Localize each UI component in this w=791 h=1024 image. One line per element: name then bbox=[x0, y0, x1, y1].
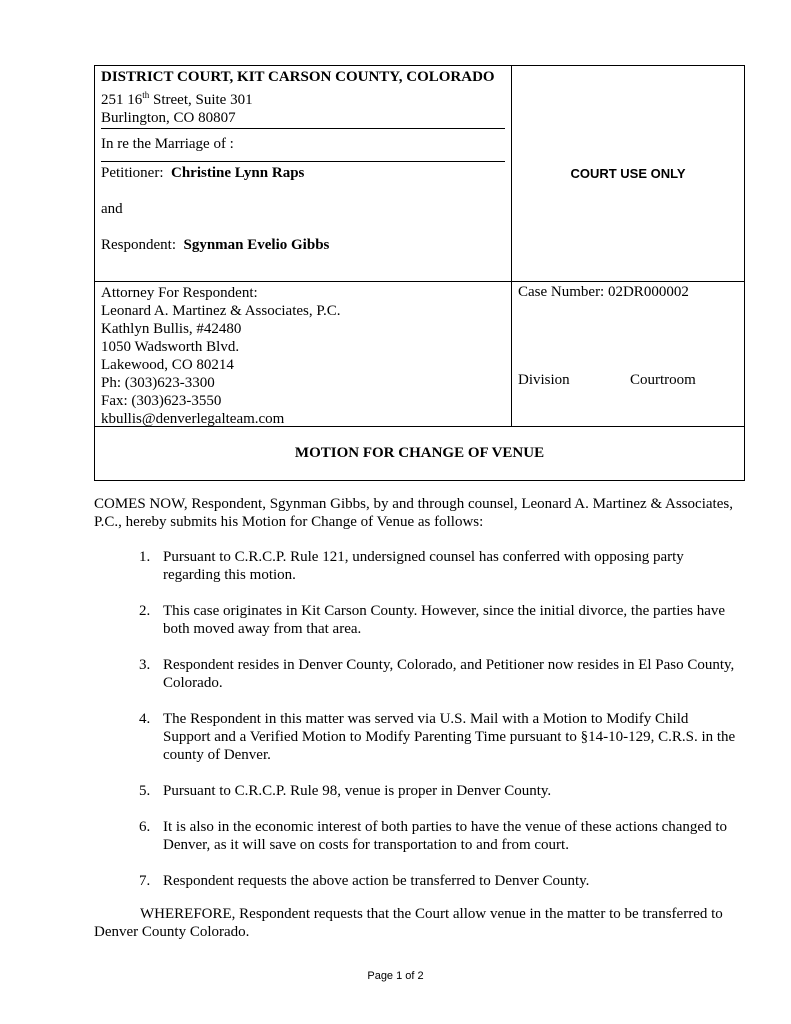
intro-paragraph: COMES NOW, Respondent, Sgynman Gibbs, by and through counsel, Leonard A. Martinez & Associates, P.C., hereby submits his Motion for Change of Venue as follows: bbox=[94, 496, 733, 530]
case-caption-table bbox=[94, 65, 745, 481]
in-re-marriage: In re the Marriage of : bbox=[101, 129, 505, 162]
petitioner-name: Christine Lynn Raps bbox=[171, 165, 305, 181]
item-text: The Respondent in this matter was served via U.S. Mail with a Motion to Modify Child Support and a Verified Motion to Modify Parenting Time pursuant to §14-10-129, C.R.S. in the county of Denver. bbox=[163, 711, 736, 763]
respondent-line bbox=[101, 236, 505, 254]
petitioner-label: Petitioner: bbox=[101, 165, 164, 181]
item-number: 4. bbox=[139, 711, 151, 727]
attorney-email: kbullis@denverlegalteam.com bbox=[101, 411, 285, 427]
page-number: Page 1 of 2 bbox=[367, 970, 424, 982]
caption-row-title bbox=[95, 427, 744, 480]
division-label: Division bbox=[518, 372, 570, 388]
caption-row-attorney bbox=[95, 282, 744, 427]
court-use-only: COURT USE ONLY bbox=[570, 166, 686, 181]
list-item bbox=[139, 548, 739, 584]
list-item bbox=[139, 656, 739, 692]
item-text: Pursuant to C.R.C.P. Rule 121, undersigned counsel has conferred with opposing party regarding this motion. bbox=[163, 549, 684, 583]
item-text: Respondent requests the above action be transferred to Denver County. bbox=[163, 873, 590, 889]
attorney-line: Attorney For Respondent: bbox=[101, 285, 258, 301]
attorney-line: Fax: (303)623-3550 bbox=[101, 393, 222, 409]
court-address-block bbox=[101, 68, 505, 129]
item-number: 1. bbox=[139, 549, 151, 565]
courtroom-label: Courtroom bbox=[630, 372, 696, 388]
item-number: 6. bbox=[139, 819, 151, 835]
court-info-cell bbox=[95, 66, 512, 281]
attorney-line: 1050 Wadsworth Blvd. bbox=[101, 339, 240, 355]
and-line: and bbox=[101, 201, 123, 217]
petitioner-line bbox=[101, 164, 505, 182]
division-row bbox=[518, 372, 738, 389]
case-number: Case Number: 02DR000002 bbox=[518, 284, 689, 300]
attorney-cell bbox=[95, 282, 512, 426]
court-city: Burlington, CO 80807 bbox=[101, 110, 236, 126]
attorney-line: Lakewood, CO 80214 bbox=[101, 357, 234, 373]
list-item bbox=[139, 872, 739, 890]
item-number: 7. bbox=[139, 873, 151, 889]
respondent-label: Respondent: bbox=[101, 237, 176, 253]
respondent-name: Sgynman Evelio Gibbs bbox=[183, 237, 330, 253]
motion-title: MOTION FOR CHANGE OF VENUE bbox=[294, 445, 545, 461]
street-suffix: Street, Suite 301 bbox=[149, 92, 253, 108]
list-item bbox=[139, 782, 739, 800]
motion-items-list bbox=[139, 548, 739, 908]
item-text: Respondent resides in Denver County, Colorado, and Petitioner now resides in El Paso County, Colorado. bbox=[163, 657, 735, 691]
item-number: 5. bbox=[139, 783, 151, 799]
wherefore-paragraph: WHEREFORE, Respondent requests that the Court allow venue in the matter to be transferred to Denver County Colorado. bbox=[94, 906, 723, 940]
court-name: DISTRICT COURT, KIT CARSON COUNTY, COLORADO bbox=[101, 69, 495, 85]
street-sup: th bbox=[142, 90, 150, 100]
list-item bbox=[139, 602, 739, 638]
street-prefix: 251 16 bbox=[101, 92, 143, 108]
case-number-cell bbox=[512, 282, 744, 426]
attorney-line: Leonard A. Martinez & Associates, P.C. bbox=[101, 303, 341, 319]
item-text: This case originates in Kit Carson County. However, since the initial divorce, the parties have both moved away from that area. bbox=[163, 603, 726, 637]
item-text: Pursuant to C.R.C.P. Rule 98, venue is proper in Denver County. bbox=[163, 783, 552, 799]
item-text: It is also in the economic interest of both parties to have the venue of these actions changed to Denver, as it will save on costs for transportation to and from court. bbox=[163, 819, 727, 853]
attorney-line: Ph: (303)623-3300 bbox=[101, 375, 215, 391]
item-number: 3. bbox=[139, 657, 151, 673]
caption-row-court bbox=[95, 66, 744, 282]
court-use-cell bbox=[512, 66, 744, 281]
attorney-line: Kathlyn Bullis, #42480 bbox=[101, 321, 242, 337]
item-number: 2. bbox=[139, 603, 151, 619]
list-item bbox=[139, 818, 739, 854]
list-item bbox=[139, 710, 739, 764]
court-street bbox=[101, 86, 505, 109]
